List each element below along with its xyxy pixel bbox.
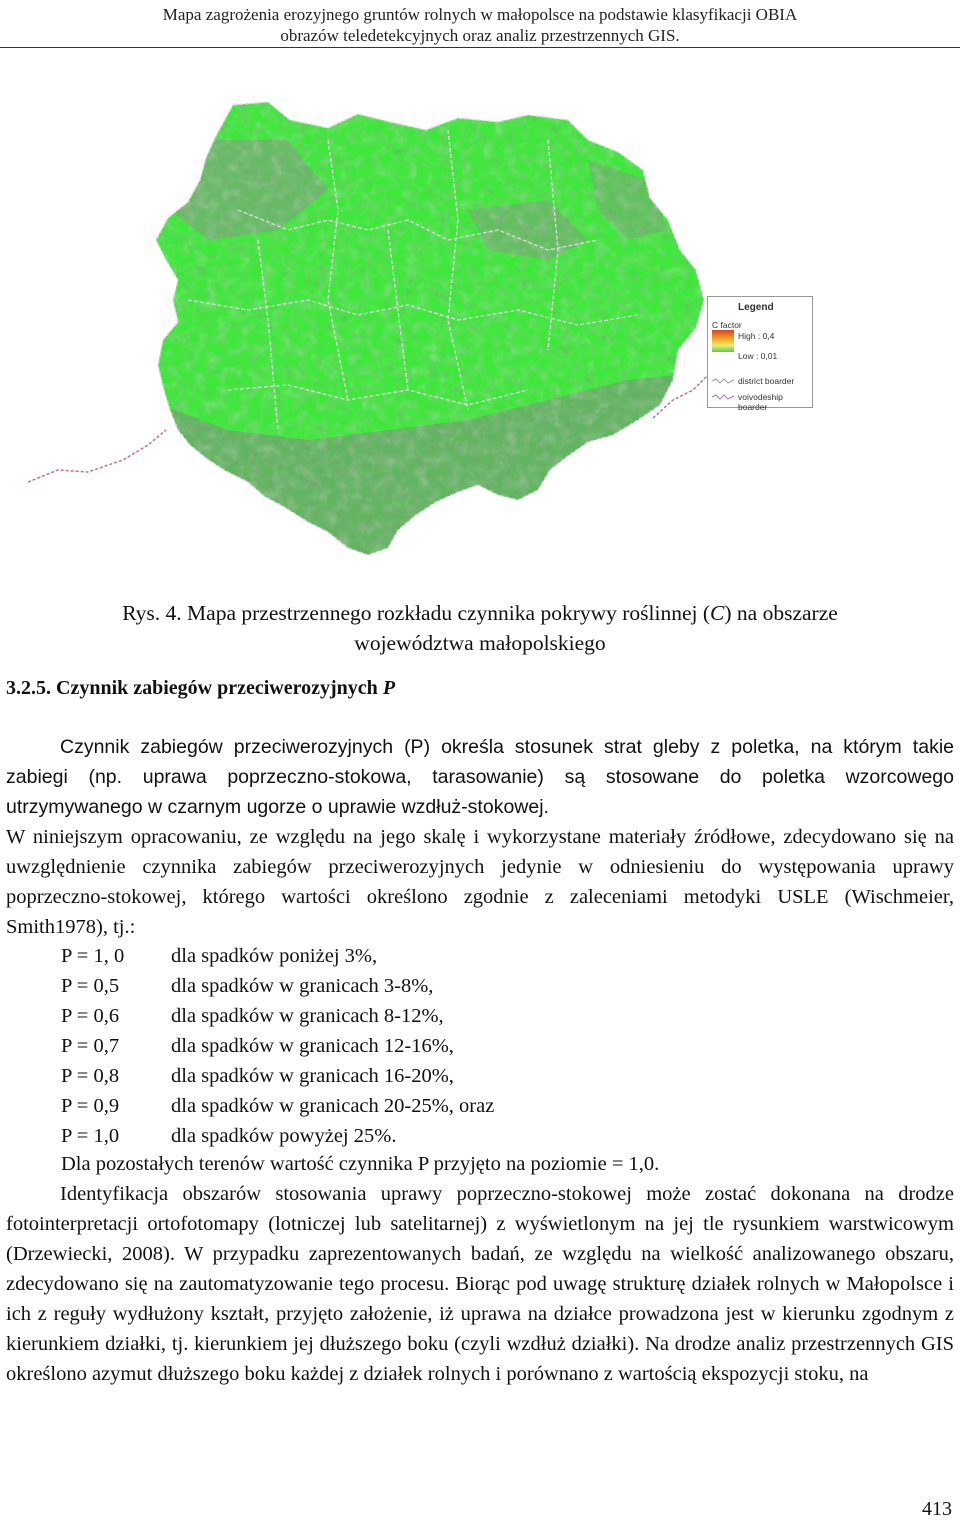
formula-condition: dla spadków w granicach 12-16%,: [171, 1035, 454, 1057]
list-item: [61, 1061, 494, 1091]
section-title: 3.2.5. Czynnik zabiegów przeciwerozyjnych: [6, 677, 383, 699]
formula-value: P = 1, 0: [61, 945, 125, 967]
list-item: [61, 941, 494, 971]
legend-voivodeship-label: voivodeship boarder: [738, 392, 783, 412]
caption-symbol: C: [710, 601, 725, 625]
list-item: [61, 1001, 494, 1031]
formula-value: P = 0,8: [61, 1065, 120, 1087]
formula-value: P = 0,9: [61, 1095, 120, 1117]
formula-condition: dla spadków powyżej 25%.: [171, 1125, 397, 1147]
running-header: [0, 4, 960, 46]
header-line-1: Mapa zagrożenia erozyjnego gruntów rolnych w małopolsce na podstawie klasyfikacji OBIA: [162, 5, 798, 24]
legend-factor-label: C factor: [712, 320, 742, 330]
caption-line-2: województwa małopolskiego: [354, 631, 606, 655]
paragraph-1: Czynnik zabiegów przeciwerozyjnych (P) określa stosunek strat gleby z poletka, na którym takie zabiegi (np. uprawa poprzeczno-stokowa, tarasowanie) są stosowane do poletka wzorcowego utrzymywanego w czarnym ugorze o uprawie wzdłuż-stokowej.: [6, 736, 954, 818]
list-item: [61, 971, 494, 1001]
map-legend: [707, 296, 813, 412]
p-factor-list: [61, 941, 494, 1151]
paragraph-3: Dla pozostałych terenów wartość czynnika P przyjęto na poziomie = 1,0.: [61, 1153, 660, 1175]
list-item: [61, 1121, 494, 1151]
voivodeship-border-west: [28, 430, 166, 482]
legend-district-symbol: [712, 378, 734, 384]
formula-condition: dla spadków w granicach 16-20%,: [171, 1065, 454, 1087]
formula-condition: dla spadków w granicach 3-8%,: [171, 975, 434, 997]
formula-value: P = 0,5: [61, 975, 120, 997]
formula-value: P = 0,6: [61, 1005, 120, 1027]
formula-value: P = 0,7: [61, 1035, 120, 1057]
page-number: 413: [922, 1498, 952, 1520]
header-line-2: obrazów teledetekcyjnych oraz analiz przestrzennych GIS.: [280, 26, 680, 45]
legend-district-label: district boarder: [738, 376, 795, 386]
legend-voivodeship-symbol: [712, 394, 734, 400]
list-item: [61, 1091, 494, 1121]
header-rule: [0, 47, 960, 48]
section-symbol: P: [382, 677, 396, 699]
legend-low-label: Low : 0,01: [738, 351, 778, 361]
formula-condition: dla spadków w granicach 20-25%, oraz: [171, 1095, 495, 1117]
caption-prefix: Rys. 4. Mapa przestrzennego rozkładu czynnika pokrywy roślinnej (: [122, 601, 711, 625]
formula-value: P = 1,0: [61, 1125, 120, 1147]
section-heading: [6, 677, 395, 700]
list-item: [61, 1031, 494, 1061]
legend-title: Legend: [738, 302, 774, 313]
formula-condition: dla spadków poniżej 3%,: [171, 945, 378, 967]
paragraph-4: Identyfikacja obszarów stosowania uprawy poprzeczno-stokowej może zostać dokonana na drodze fotointerpretacji ortofotomapy (lotniczej lub satelitarnej) z wyświetlonym na jej tle rysunkiem warstwicowym (Drzewiecki, 2008). W przypadku zaprezentowanych badań, ze względu na wielkość analizowanego obszaru, zdecydowano się na zautomatyzowanie tego procesu. Biorąc pod uwagę strukturę działek rolnych w Małopolsce i ich z reguły wydłużony kształt, przyjęto założenie, iż uprawa na działce prowadzona jest w kierunku zgodnym z kierunkiem działki, tj. kierunkiem jej dłuższego boku (czyli wzdłuż działki). Na drodze analiz przestrzennych GIS określono azymut dłuższego boku każdej z działek rolnych i porównano z wartością ekspozycji stoku, na: [6, 1183, 954, 1385]
caption-line-1: [0, 598, 960, 628]
legend-color-ramp: [712, 330, 734, 352]
paragraph-2: W niniejszym opracowaniu, ze względu na jego skalę i wykorzystane materiały źródłowe, zdecydowano się na uwzględnienie czynnika zabiegów przeciwerozyjnych jedynie w odniesieniu do występowania uprawy poprzeczno-stokowej, którego wartości określono zgodnie z zaleceniami metodyki USLE (Wischmeier, Smith1978), tj.:: [6, 826, 954, 938]
figure-caption: [0, 598, 960, 658]
legend-high-label: High : 0,4: [738, 331, 775, 341]
formula-condition: dla spadków w granicach 8-12%,: [171, 1005, 444, 1027]
caption-suffix: ) na obszarze: [724, 601, 838, 625]
